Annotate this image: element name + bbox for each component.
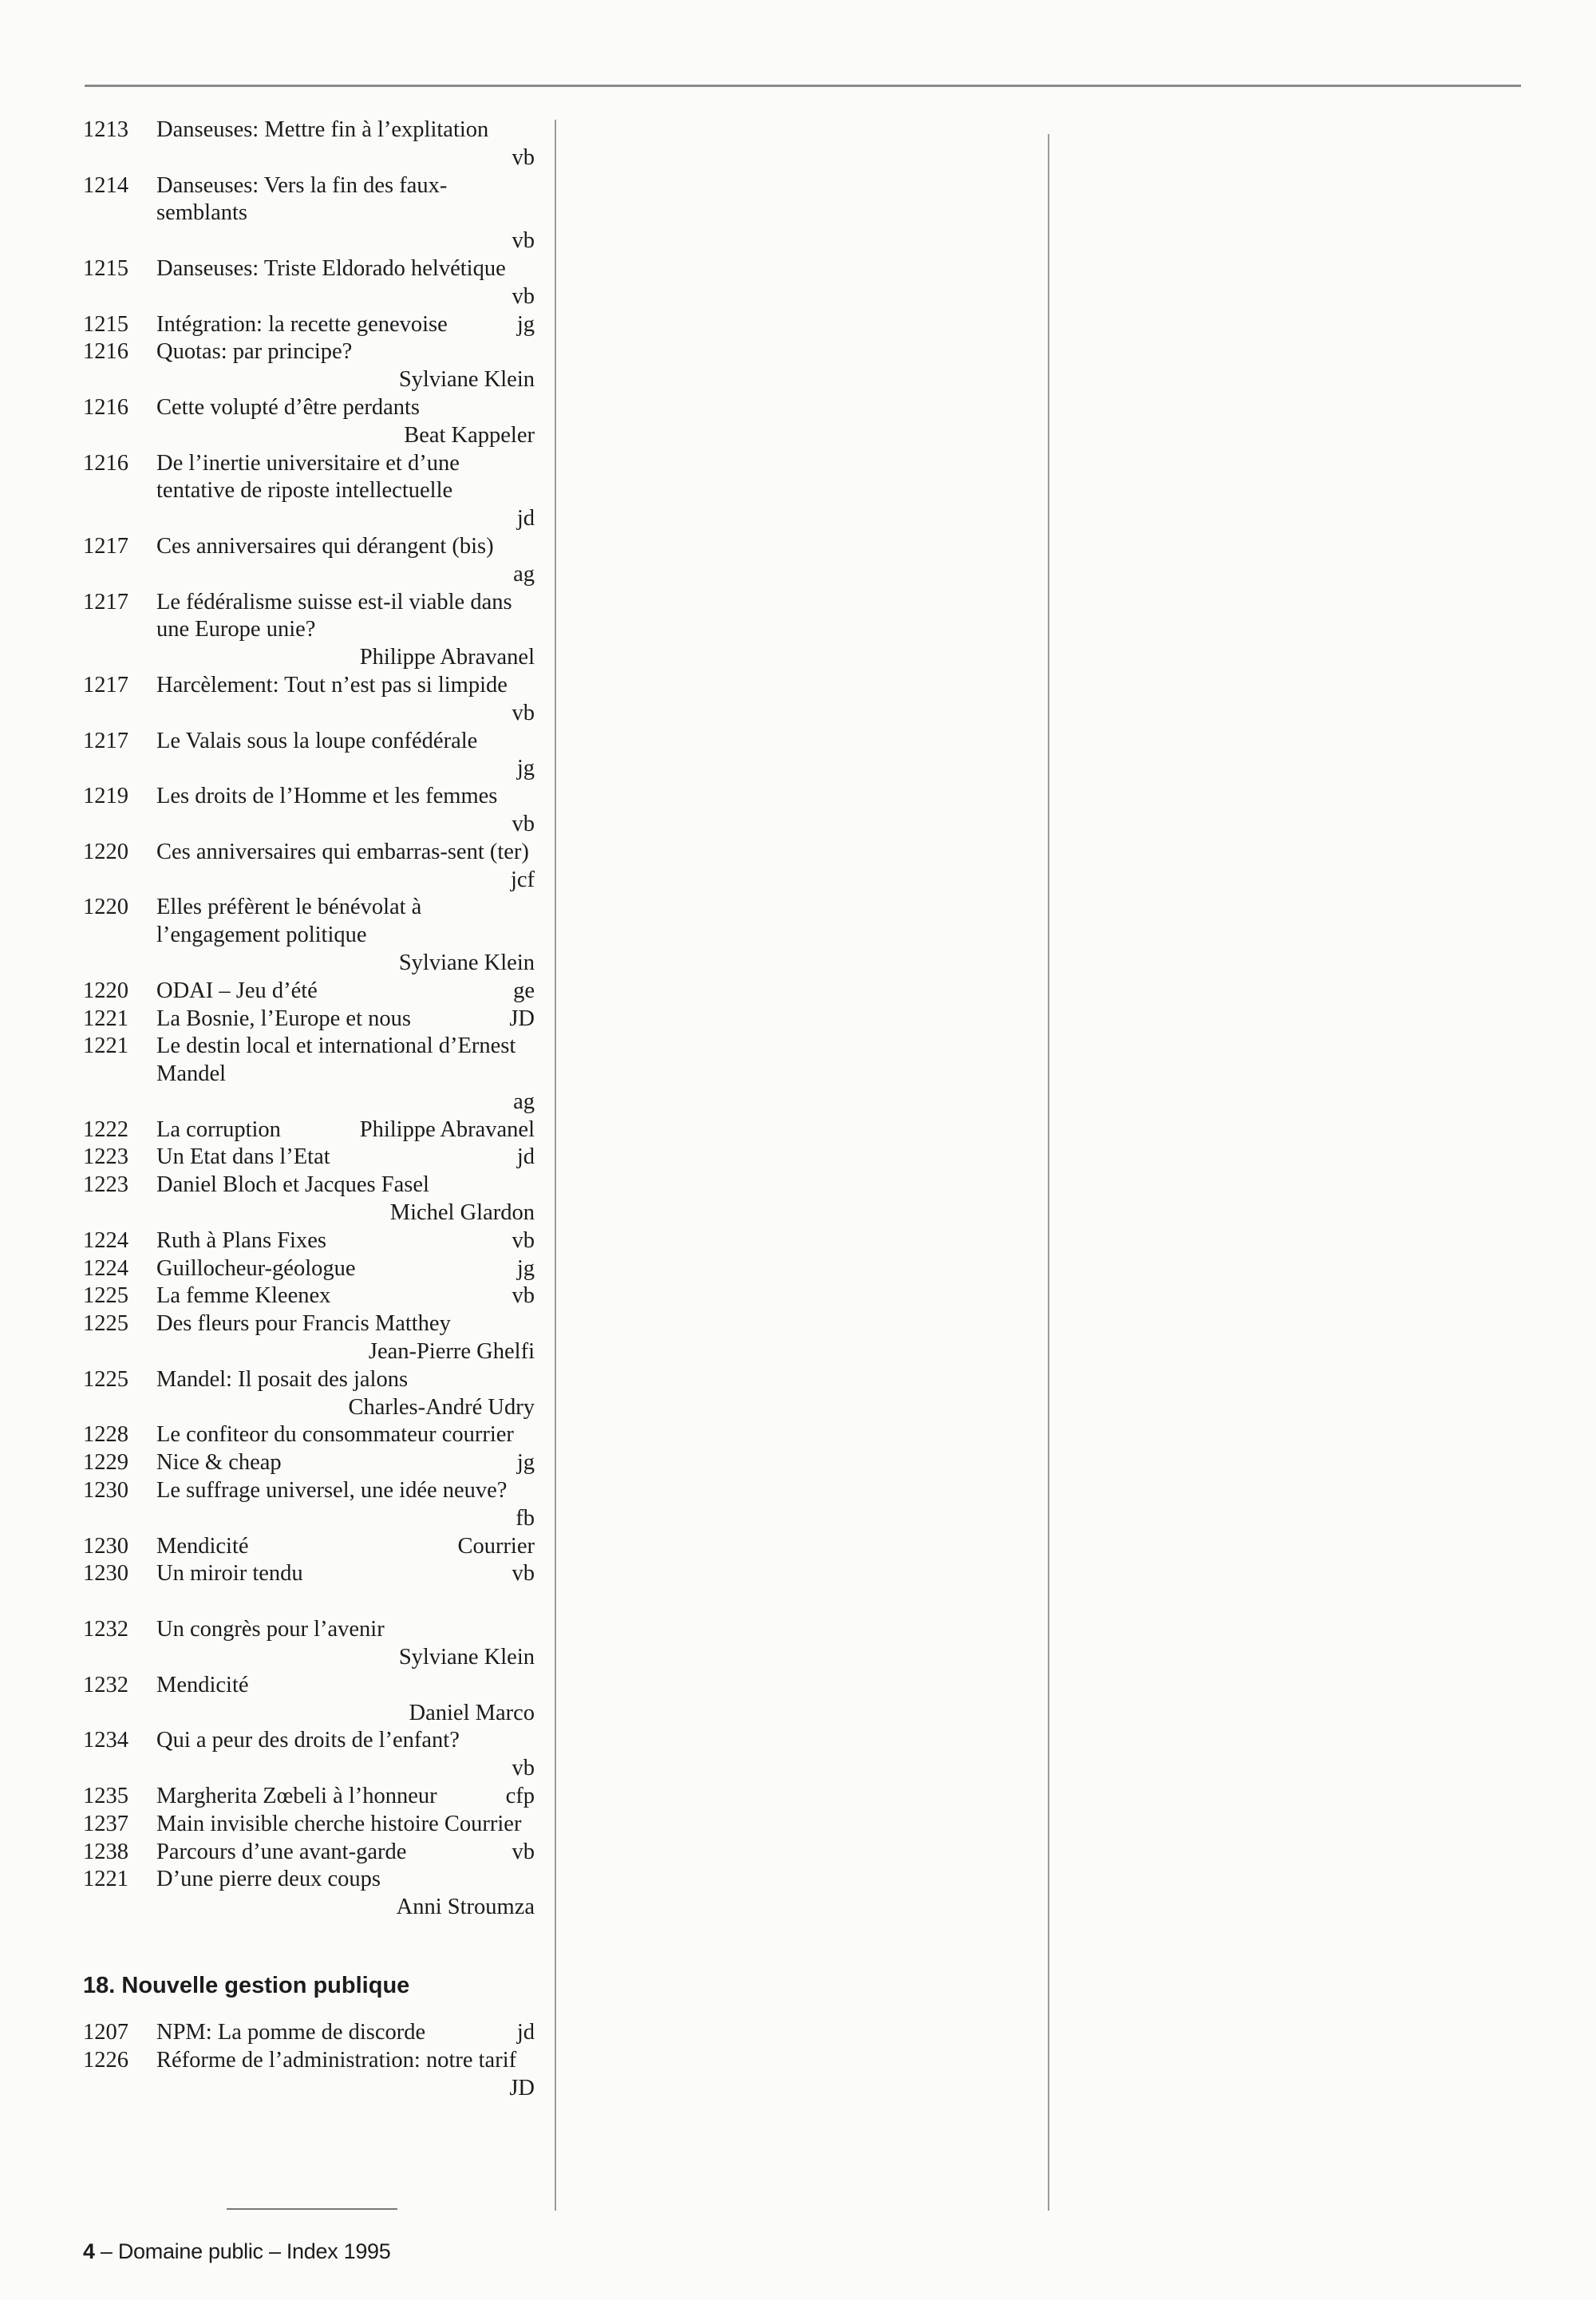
article-title: Le Valais sous la loupe confédérale <box>156 728 478 753</box>
issue-number: 1221 <box>83 1033 128 1059</box>
article-title: ODAI – Jeu d’été <box>156 978 318 1003</box>
article-author: vb <box>512 1839 535 1864</box>
issue-number: 1215 <box>83 255 128 281</box>
article-author: Sylviane Klein <box>398 367 535 393</box>
index-entry <box>83 255 535 311</box>
issue-number: 1230 <box>83 1561 128 1587</box>
article-title: Réforme de l’administration: notre tarif <box>156 2047 517 2073</box>
index-entry <box>83 1560 535 1588</box>
article-title: Quotas: par principe? <box>156 339 353 365</box>
index-entry <box>83 338 535 394</box>
article-title: Danseuses: Vers la fin des faux-semblants <box>156 172 448 226</box>
index-entry <box>83 1310 535 1366</box>
issue-number: 1216 <box>83 394 128 420</box>
article-title: Un congrès pour l’avenir <box>156 1617 385 1642</box>
article-title: Ces anniversaires qui embarras-sent (ter) <box>156 839 529 864</box>
issue-number: 1223 <box>83 1144 128 1170</box>
article-title: Nice & cheap <box>156 1450 282 1476</box>
issue-number: 1237 <box>83 1811 128 1836</box>
article-title: Danseuses: Mettre fin à l’explitation <box>156 117 489 142</box>
article-title: Le confiteor du consommateur courrier <box>156 1422 514 1448</box>
article-author: Philippe Abravanel <box>359 1116 535 1142</box>
index-list-part1 <box>83 117 535 1588</box>
index-entry <box>83 1783 535 1811</box>
article-title: D’une pierre deux coups <box>156 1867 381 1892</box>
article-title: Parcours d’une avant-garde <box>156 1839 407 1864</box>
index-entry <box>83 894 535 977</box>
index-entry <box>83 978 535 1006</box>
article-author: jg <box>516 756 535 781</box>
article-title: Le fédéralisme suisse est-il viable dans une Europe unie? <box>156 589 512 642</box>
issue-number: 1219 <box>83 784 128 809</box>
article-title: Mendicité <box>156 1533 249 1559</box>
index-column <box>83 117 535 2102</box>
issue-number: 1223 <box>83 1172 128 1198</box>
index-entry <box>83 450 535 533</box>
article-title: Qui a peur des droits de l’enfant? <box>156 1728 460 1753</box>
index-entry <box>83 1866 535 1922</box>
issue-number: 1217 <box>83 589 128 615</box>
issue-number: 1238 <box>83 1839 128 1864</box>
index-entry <box>83 1172 535 1227</box>
issue-number: 1226 <box>83 2047 128 2073</box>
index-entry <box>83 1255 535 1283</box>
index-entry <box>83 1811 535 1839</box>
article-author: cfp <box>505 1784 535 1809</box>
index-entry <box>83 1006 535 1033</box>
article-author: fb <box>516 1505 535 1531</box>
article-author: Daniel Marco <box>409 1700 535 1725</box>
article-author: JD <box>509 2075 535 2100</box>
article-title: Des fleurs pour Francis Matthey <box>156 1311 451 1337</box>
article-title: Cette volupté d’être perdants <box>156 394 421 420</box>
issue-number: 1216 <box>83 339 128 365</box>
article-title: Mandel: Il posait des jalons <box>156 1366 409 1392</box>
article-author: Jean-Pierre Ghelfi <box>368 1339 535 1365</box>
issue-number: 1217 <box>83 672 128 698</box>
article-title: Ces anniversaires qui dérangent (bis) <box>156 533 494 559</box>
section-heading: 18. Nouvelle gestion publique <box>83 1973 410 1998</box>
article-title: Ruth à Plans Fixes <box>156 1227 326 1253</box>
top-rule <box>85 85 1521 87</box>
article-title: La femme Kleenex <box>156 1283 331 1309</box>
issue-number: 1225 <box>83 1311 128 1337</box>
issue-number: 1213 <box>83 117 128 142</box>
article-author: jd <box>516 506 535 532</box>
article-title: Main invisible cherche histoire Courrier <box>156 1811 522 1836</box>
article-title: Les droits de l’Homme et les femmes <box>156 784 498 809</box>
article-author: JD <box>509 1006 535 1031</box>
issue-number: 1234 <box>83 1728 128 1753</box>
index-entry <box>83 311 535 339</box>
index-entry <box>83 1672 535 1728</box>
article-author: Philippe Abravanel <box>359 645 535 670</box>
article-title: La corruption <box>156 1116 281 1142</box>
index-entry <box>83 172 535 255</box>
issue-number: 1232 <box>83 1617 128 1642</box>
index-entry <box>83 394 535 450</box>
article-author: vb <box>512 283 535 309</box>
page-footer <box>83 2239 390 2264</box>
issue-number: 1221 <box>83 1006 128 1031</box>
issue-number: 1207 <box>83 2020 128 2045</box>
issue-number: 1224 <box>83 1227 128 1253</box>
article-author: jcf <box>510 867 535 892</box>
article-title: Un miroir tendu <box>156 1561 303 1587</box>
index-entry <box>83 1227 535 1255</box>
article-author: vb <box>512 1283 535 1309</box>
issue-number: 1229 <box>83 1450 128 1476</box>
article-author: vb <box>512 228 535 254</box>
footer-rule <box>227 2208 397 2210</box>
article-title: Le destin local et international d’Ernest Mandel <box>156 1033 516 1087</box>
index-entry <box>83 1449 535 1477</box>
list-gap <box>83 1588 535 1616</box>
issue-number: 1224 <box>83 1255 128 1281</box>
article-title: Danseuses: Triste Eldorado helvétique <box>156 255 506 281</box>
article-author: Sylviane Klein <box>398 1645 535 1670</box>
article-author: vb <box>512 1756 535 1781</box>
article-author: jg <box>516 311 535 337</box>
article-title: Daniel Bloch et Jacques Fasel <box>156 1172 429 1198</box>
issue-number: 1220 <box>83 839 128 864</box>
index-entry <box>83 1533 535 1561</box>
index-entry <box>83 1366 535 1422</box>
issue-number: 1232 <box>83 1672 128 1697</box>
issue-number: 1221 <box>83 1867 128 1892</box>
index-entry <box>83 117 535 172</box>
issue-number: 1216 <box>83 450 128 476</box>
issue-number: 1220 <box>83 978 128 1003</box>
article-author: Sylviane Klein <box>398 950 535 975</box>
issue-number: 1225 <box>83 1366 128 1392</box>
article-author: Charles-André Udry <box>348 1394 535 1420</box>
section-18-list <box>83 2019 535 2102</box>
index-entry <box>83 1477 535 1533</box>
article-author: ag <box>513 561 535 587</box>
index-entry <box>83 1033 535 1116</box>
issue-number: 1217 <box>83 728 128 753</box>
column-divider-2 <box>1048 134 1049 2211</box>
article-author: ag <box>513 1089 535 1114</box>
footer-text: – Domaine public – Index 1995 <box>94 2239 391 2263</box>
index-entry <box>83 1727 535 1783</box>
article-title: Guillocheur-géologue <box>156 1255 356 1281</box>
column-divider-1 <box>555 120 556 2211</box>
index-entry <box>83 1839 535 1867</box>
article-title: Harcèlement: Tout n’est pas si limpide <box>156 672 508 698</box>
article-author: vb <box>512 1227 535 1253</box>
article-title: De l’inertie universitaire et d’une tentative de riposte intellectuelle <box>156 450 460 504</box>
article-title: Un Etat dans l’Etat <box>156 1144 330 1170</box>
article-title: Margherita Zœbeli à l’honneur <box>156 1784 437 1809</box>
article-title: NPM: La pomme de discorde <box>156 2020 426 2045</box>
article-title: Mendicité <box>156 1672 249 1697</box>
article-author: Beat Kappeler <box>404 422 535 448</box>
article-author: vb <box>512 700 535 725</box>
index-entry <box>83 2047 535 2103</box>
article-author: Anni Stroumza <box>396 1895 535 1920</box>
article-author: Courrier <box>457 1533 535 1559</box>
article-title: Le suffrage universel, une idée neuve? <box>156 1478 508 1504</box>
issue-number: 1228 <box>83 1422 128 1448</box>
index-entry <box>83 2019 535 2047</box>
article-author: jg <box>516 1255 535 1281</box>
article-title: Intégration: la recette genevoise <box>156 311 448 337</box>
issue-number: 1214 <box>83 172 128 198</box>
index-entry <box>83 783 535 839</box>
article-author: jd <box>516 1144 535 1170</box>
index-entry <box>83 1616 535 1672</box>
issue-number: 1230 <box>83 1533 128 1559</box>
index-entry <box>83 1282 535 1310</box>
index-entry <box>83 1116 535 1144</box>
index-entry <box>83 1421 535 1449</box>
issue-number: 1215 <box>83 311 128 337</box>
index-entry <box>83 728 535 784</box>
article-author: Michel Glardon <box>389 1200 535 1226</box>
article-author: vb <box>512 1561 535 1587</box>
issue-number: 1235 <box>83 1784 128 1809</box>
issue-number: 1225 <box>83 1283 128 1309</box>
page-number: 4 <box>83 2239 95 2263</box>
article-author: vb <box>512 144 535 170</box>
issue-number: 1217 <box>83 533 128 559</box>
index-entry <box>83 533 535 589</box>
article-author: ge <box>513 978 535 1003</box>
article-author: jd <box>516 2020 535 2045</box>
index-entry <box>83 589 535 672</box>
index-entry <box>83 672 535 728</box>
article-author: jg <box>516 1450 535 1476</box>
issue-number: 1222 <box>83 1116 128 1142</box>
article-author: vb <box>512 811 535 836</box>
index-entry <box>83 839 535 895</box>
article-title: La Bosnie, l’Europe et nous <box>156 1006 411 1031</box>
issue-number: 1230 <box>83 1478 128 1504</box>
article-title: Elles préfèrent le bénévolat à l’engagement politique <box>156 895 422 948</box>
issue-number: 1220 <box>83 895 128 920</box>
index-entry <box>83 1144 535 1172</box>
index-list-part2 <box>83 1616 535 1922</box>
